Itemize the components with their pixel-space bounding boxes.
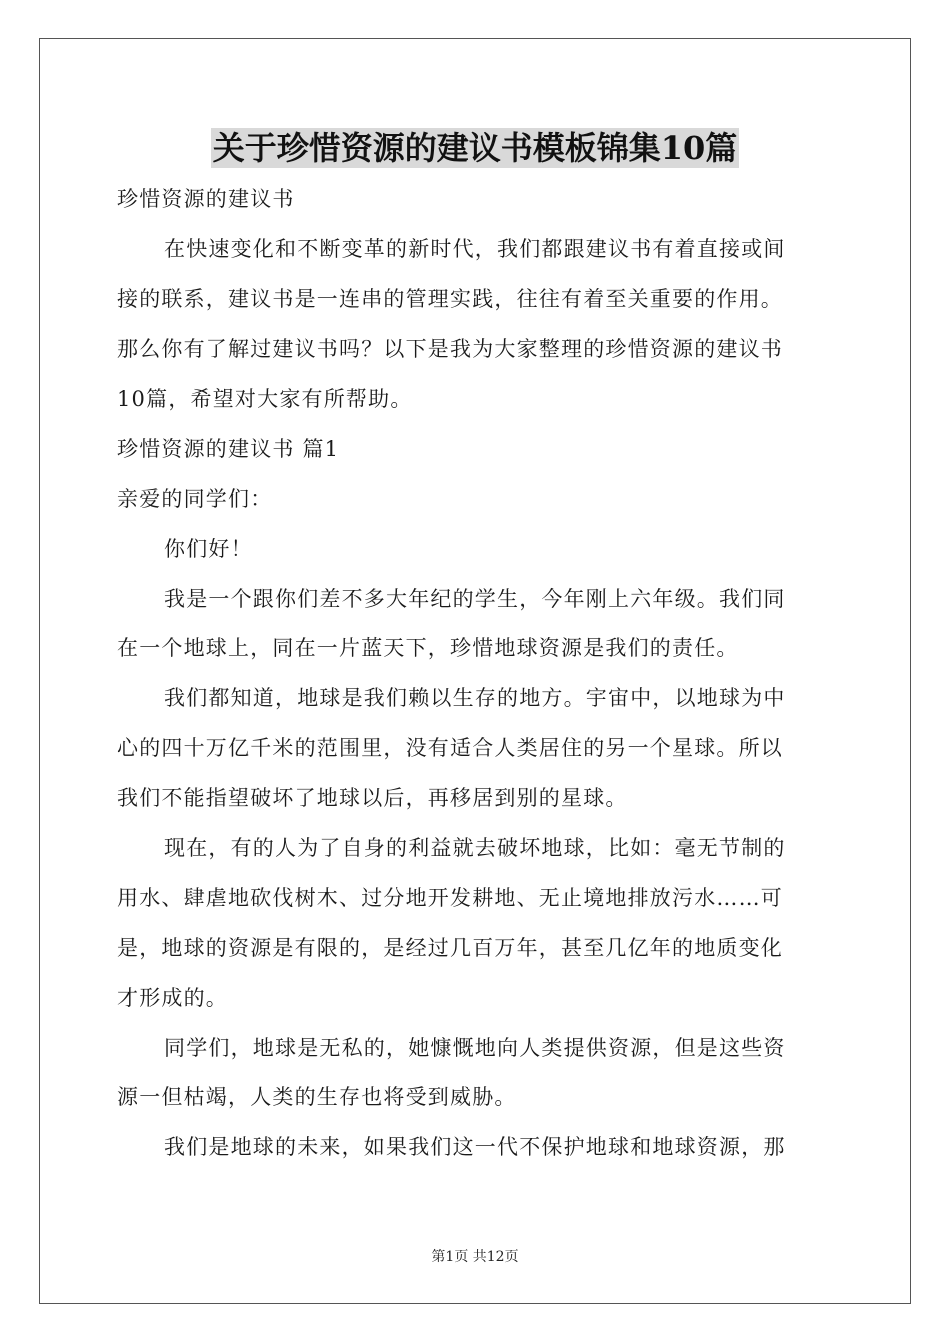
page-footer: 第1页 共12页 [431, 1249, 519, 1265]
paragraph-line: 同学们，地球是无私的，她慷慨地向人类提供资源，但是这些资 [164, 1036, 786, 1060]
document-title: 关于珍惜资源的建议书模板锦集10篇 [212, 129, 738, 167]
title-container [0, 128, 950, 168]
paragraph-line: 才形成的。 [117, 986, 228, 1010]
paragraph-line: 我们不能指望破坏了地球以后，再移居到别的星球。 [117, 786, 628, 810]
paragraph-line: 现在，有的人为了自身的利益就去破坏地球，比如：毫无节制的 [164, 836, 786, 860]
paragraph-line: 源一但枯竭，人类的生存也将受到威胁。 [117, 1085, 517, 1109]
paragraph-line: 我是一个跟你们差不多大年纪的学生，今年刚上六年级。我们同 [164, 587, 786, 611]
paragraph-line: 那么你有了解过建议书吗？以下是我为大家整理的珍惜资源的建议书 [117, 337, 783, 361]
greeting-line: 你们好！ [164, 537, 253, 561]
paragraph-line: 在一个地球上，同在一片蓝天下，珍惜地球资源是我们的责任。 [117, 636, 739, 660]
paragraph-line: 心的四十万亿千米的范围里，没有适合人类居住的另一个星球。所以 [117, 736, 783, 760]
paragraph-line: 我们是地球的未来，如果我们这一代不保护地球和地球资源，那 [164, 1135, 786, 1159]
subtitle-line: 珍惜资源的建议书 [117, 187, 295, 211]
paragraph-line: 在快速变化和不断变革的新时代，我们都跟建议书有着直接或间 [164, 237, 786, 261]
page-border [39, 38, 911, 1304]
salutation-line: 亲爱的同学们： [117, 487, 273, 511]
paragraph-line: 10篇，希望对大家有所帮助。 [117, 387, 413, 411]
paragraph-line: 用水、肆虐地砍伐树木、过分地开发耕地、无止境地排放污水……可 [117, 886, 783, 910]
section-heading: 珍惜资源的建议书 篇1 [117, 437, 340, 461]
paragraph-line: 我们都知道，地球是我们赖以生存的地方。宇宙中，以地球为中 [164, 686, 786, 710]
paragraph-line: 是，地球的资源是有限的，是经过几百万年，甚至几亿年的地质变化 [117, 936, 783, 960]
paragraph-line: 接的联系，建议书是一连串的管理实践，往往有着至关重要的作用。 [117, 287, 783, 311]
